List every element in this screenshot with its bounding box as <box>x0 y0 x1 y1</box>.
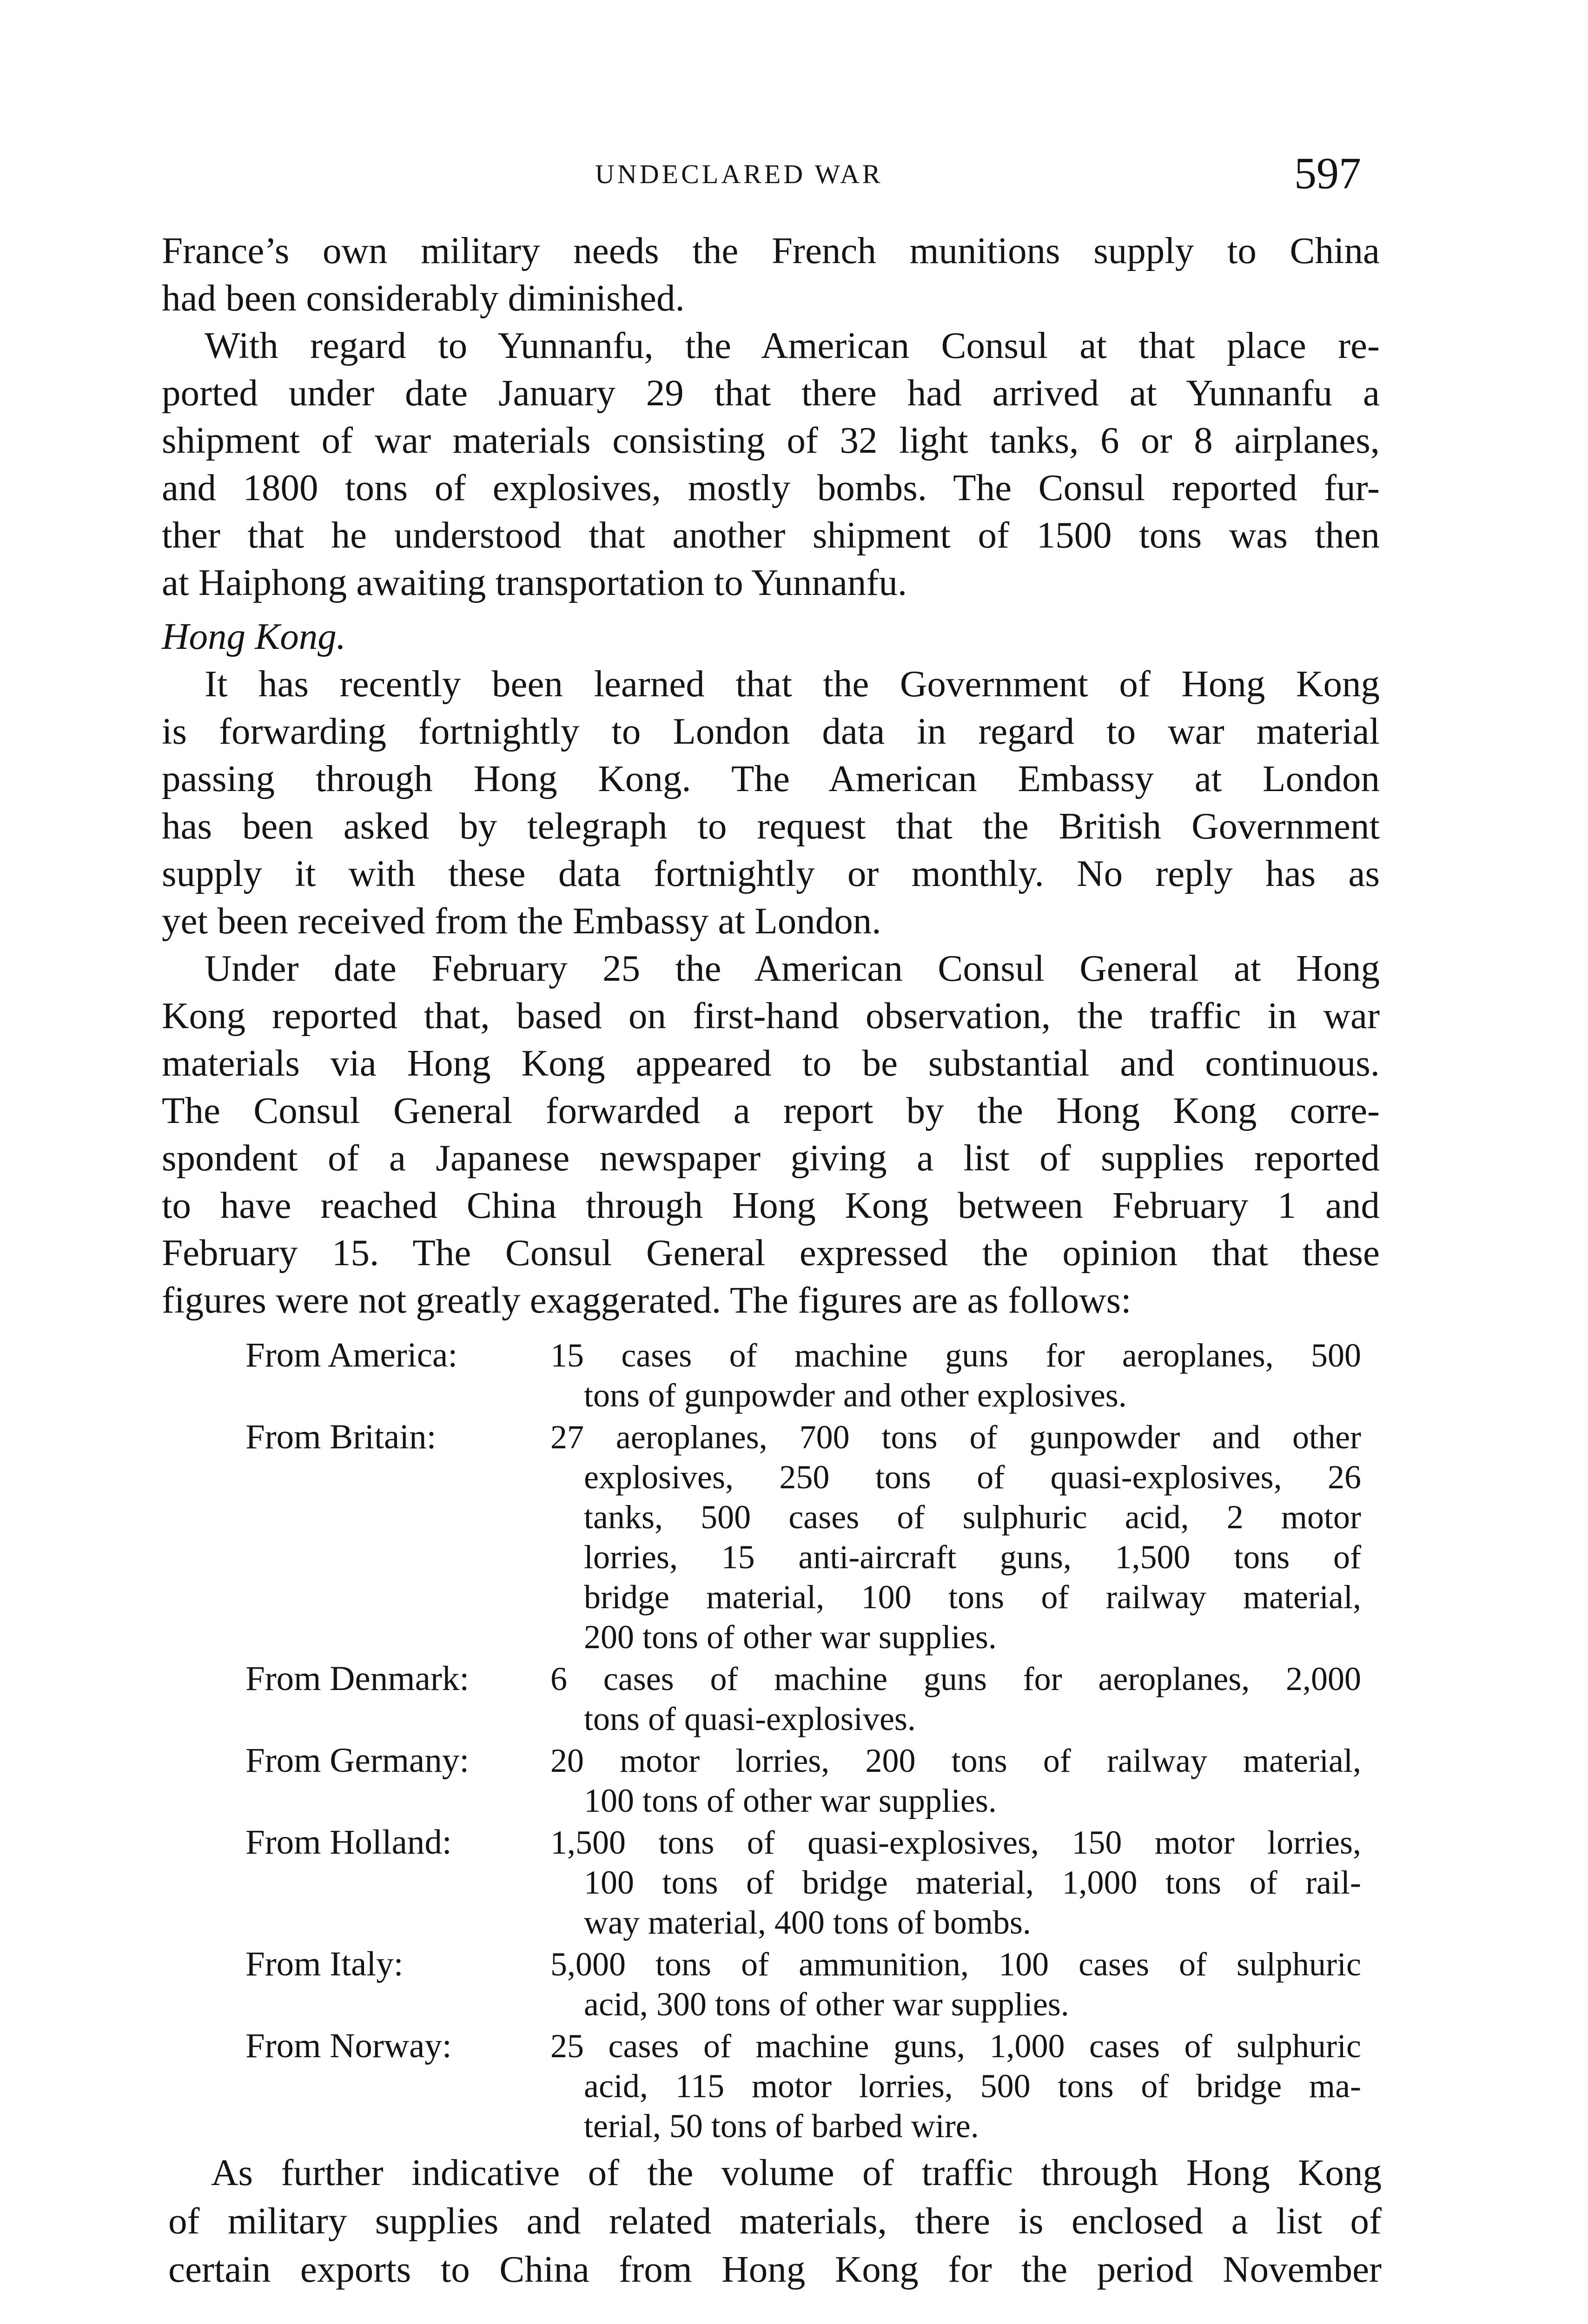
page-number: 597 <box>1294 148 1361 198</box>
supplies-entry-norway <box>245 2026 1380 2146</box>
supplies-line: tanks, 500 cases of sulphuric acid, 2 motor <box>584 1499 1361 1536</box>
text-line: spondent of a Japanese newspaper giving a list of supplies reported <box>162 1137 1380 1179</box>
paragraph-yunnanfu <box>162 322 1380 606</box>
supplies-line: acid, 300 tons of other war supplies. <box>584 1986 1069 2023</box>
supplies-items <box>550 1741 1361 1821</box>
running-title: UNDECLARED WAR <box>595 159 883 189</box>
supplies-line: tons of quasi-explosives. <box>584 1700 916 1737</box>
supplies-entry-britain <box>245 1417 1380 1657</box>
supplies-line: 25 cases of machine guns, 1,000 cases of sulphuric <box>550 2027 1361 2065</box>
text-line: February 15. The Consul General expressed the opinion that these <box>162 1232 1380 1274</box>
supplies-items <box>550 1944 1361 2024</box>
country-label: From Italy: <box>245 1945 404 1983</box>
text-line: supply it with these data fortnightly or monthly. No reply has as <box>162 852 1380 894</box>
text-line: and 1800 tons of explosives, mostly bombs. The Consul reported fur- <box>162 467 1380 508</box>
supplies-line: 5,000 tons of ammunition, 100 cases of sulphuric <box>550 1946 1361 1983</box>
supplies-line: 6 cases of machine guns for aeroplanes, 2,000 <box>550 1660 1361 1697</box>
supplies-line: lorries, 15 anti-aircraft guns, 1,500 tons of <box>584 1538 1361 1576</box>
text-line: ported under date January 29 that there had arrived at Yunnanfu a <box>162 372 1380 414</box>
text-line: The Consul General forwarded a report by the Hong Kong corre- <box>162 1089 1380 1131</box>
body-text <box>162 227 1380 1324</box>
running-header <box>0 148 1588 198</box>
country-label: From America: <box>245 1336 458 1374</box>
text-line: figures were not greatly exaggerated. The figures are as follows: <box>162 1279 1131 1321</box>
supplies-entry-italy <box>245 1944 1380 2024</box>
paragraph-hong-kong-data <box>162 660 1380 944</box>
text-line: ther that he understood that another shipment of 1500 tons was then <box>162 514 1380 556</box>
supplies-line: acid, 115 motor lorries, 500 tons of bridge ma- <box>584 2067 1361 2105</box>
paragraph-consul-report <box>162 944 1380 1324</box>
supplies-line: terial, 50 tons of barbed wire. <box>584 2107 979 2145</box>
text-line: to have reached China through Hong Kong between February 1 and <box>162 1184 1380 1226</box>
supplies-line: 1,500 tons of quasi-explosives, 150 motor lorries, <box>550 1824 1361 1861</box>
supplies-line: 15 cases of machine guns for aeroplanes, 500 <box>550 1337 1361 1374</box>
text-line: at Haiphong awaiting transportation to Yunnanfu. <box>162 561 907 603</box>
text-line: yet been received from the Embassy at London. <box>162 900 881 942</box>
text-line: As further indicative of the volume of traffic through Hong Kong <box>211 2152 1382 2193</box>
supplies-line: bridge material, 100 tons of railway material, <box>584 1578 1361 1616</box>
supplies-items <box>550 1417 1361 1657</box>
country-label: From Norway: <box>245 2027 452 2065</box>
text-line: materials via Hong Kong appeared to be substantial and continuous. <box>162 1042 1380 1084</box>
supplies-line: 200 tons of other war supplies. <box>584 1618 997 1656</box>
supplies-line: way material, 400 tons of bombs. <box>584 1904 1031 1941</box>
text-line: With regard to Yunnanfu, the American Consul at that place re- <box>205 324 1380 366</box>
supplies-line: 100 tons of bridge material, 1,000 tons of rail- <box>584 1864 1361 1901</box>
supplies-line: 20 motor lorries, 200 tons of railway material, <box>550 1742 1361 1779</box>
supplies-line: tons of gunpowder and other explosives. <box>584 1377 1127 1414</box>
text-line: of military supplies and related materials, there is enclosed a list of <box>168 2200 1382 2242</box>
text-line: had been considerably diminished. <box>162 277 685 319</box>
supplies-items <box>550 1335 1361 1415</box>
supplies-entry-germany <box>245 1741 1380 1821</box>
text-line: is forwarding fortnightly to London data in regard to war material <box>162 710 1380 752</box>
text-line: It has recently been learned that the Government of Hong Kong <box>205 663 1380 705</box>
supplies-line: 27 aeroplanes, 700 tons of gunpowder and other <box>550 1419 1361 1456</box>
country-label: From Denmark: <box>245 1659 470 1698</box>
supplies-line: 100 tons of other war supplies. <box>584 1782 997 1819</box>
supplies-entry-america <box>245 1335 1380 1415</box>
text-line: certain exports to China from Hong Kong for the period November <box>168 2248 1382 2290</box>
section-heading: Hong Kong. <box>162 615 346 657</box>
country-label: From Britain: <box>245 1418 437 1456</box>
supplies-list <box>245 1335 1380 2146</box>
text-line: shipment of war materials consisting of 32 light tanks, 6 or 8 airplanes, <box>162 419 1380 461</box>
text-line: France’s own military needs the French munitions supply to China <box>162 230 1380 271</box>
supplies-items <box>550 1822 1361 1942</box>
supplies-items <box>550 1659 1361 1739</box>
supplies-items <box>550 2026 1361 2146</box>
text-line: passing through Hong Kong. The American Embassy at London <box>162 758 1380 799</box>
text-line: has been asked by telegraph to request that the British Government <box>162 805 1380 847</box>
paragraph-continuation <box>162 227 1380 322</box>
supplies-line: explosives, 250 tons of quasi-explosives, 26 <box>584 1459 1361 1496</box>
country-label: From Holland: <box>245 1823 452 1862</box>
text-line: Kong reported that, based on first-hand observation, the traffic in war <box>162 995 1380 1037</box>
supplies-entry-holland <box>245 1822 1380 1942</box>
supplies-entry-denmark <box>245 1659 1380 1739</box>
text-line: Under date February 25 the American Consul General at Hong <box>205 947 1380 989</box>
paragraph-closing <box>168 2148 1382 2293</box>
country-label: From Germany: <box>245 1741 470 1780</box>
